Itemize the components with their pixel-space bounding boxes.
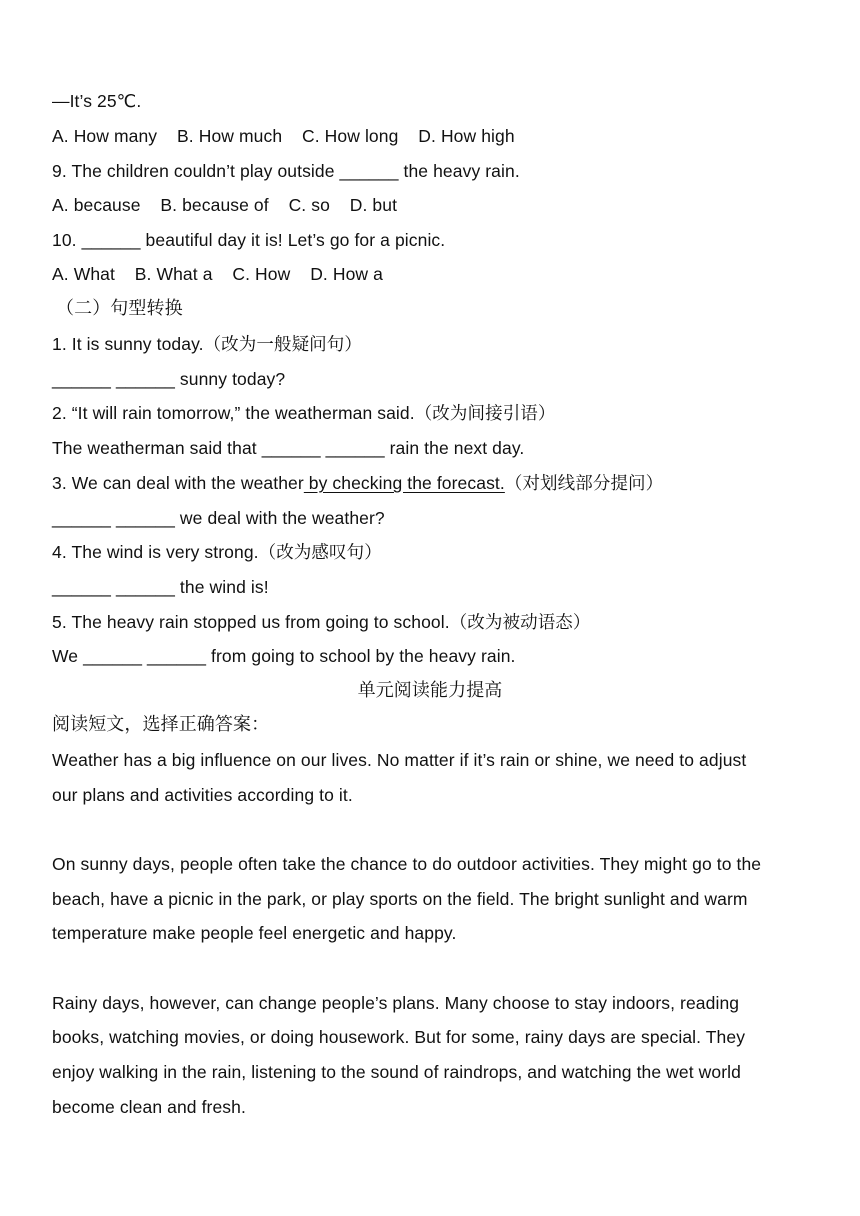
passage-p2-line-1: On sunny days, people often take the chance to do outdoor activities. They might go to the [52,854,762,874]
options-q10: A. What B. What a C. How D. How a [52,264,383,284]
passage-p3-line-4: become clean and fresh. [52,1097,246,1117]
transform-item-5: 5. The heavy rain stopped us from going to school.（改为被动语态） [52,612,591,632]
question-9: 9. The children couldn’t play outside ______ the heavy rain. [52,161,520,181]
transform-item-4: 4. The wind is very strong.（改为感叹句） [52,542,382,562]
passage-p1-line-2: our plans and activities according to it. [52,785,353,805]
passage-p3-line-2: books, watching movies, or doing housework. But for some, rainy days are special. They [52,1027,746,1047]
transform-answer-1: ______ ______ sunny today? [52,369,286,389]
reading-section-title: 单元阅读能力提高 [357,680,503,701]
section-heading-sentence-transformation: （二）句型转换 [56,298,183,319]
transform-item-3-instruction: （对划线部分提问） [504,473,664,493]
passage-p2-line-3: temperature make people feel energetic and happy. [52,923,457,943]
options-q9: A. because B. because of C. so D. but [52,195,398,215]
passage-p3-line-1: Rainy days, however, can change people’s plans. Many choose to stay indoors, reading [52,993,740,1013]
answer-line-8: —It’s 25℃. [52,91,142,111]
transform-answer-5: We ______ ______ from going to school by the heavy rain. [52,646,516,666]
options-q8: A. How many B. How much C. How long D. How high [52,126,515,146]
transform-item-3-text: 3. We can deal with the weather [52,473,304,493]
reading-instruction: 阅读短文，选择正确答案： [52,714,270,735]
transform-answer-2: The weatherman said that ______ ______ rain the next day. [52,438,525,458]
underlined-phrase: by checking the forecast. [303,473,505,493]
question-10: 10. ______ beautiful day it is! Let’s go for a picnic. [52,230,446,250]
transform-item-3 [52,471,663,495]
passage-p3-line-3: enjoy walking in the rain, listening to the sound of raindrops, and watching the wet world [52,1062,741,1082]
transform-item-2: 2. “It will rain tomorrow,” the weatherman said.（改为间接引语） [52,403,556,423]
transform-answer-3: ______ ______ we deal with the weather? [52,508,385,528]
transform-item-1: 1. It is sunny today.（改为一般疑问句） [52,334,362,354]
passage-p1-line-1: Weather has a big influence on our lives. No matter if it’s rain or shine, we need to adjust [52,750,747,770]
passage-p2-line-2: beach, have a picnic in the park, or play sports on the field. The bright sunlight and warm [52,889,748,909]
transform-answer-4: ______ ______ the wind is! [52,577,269,597]
